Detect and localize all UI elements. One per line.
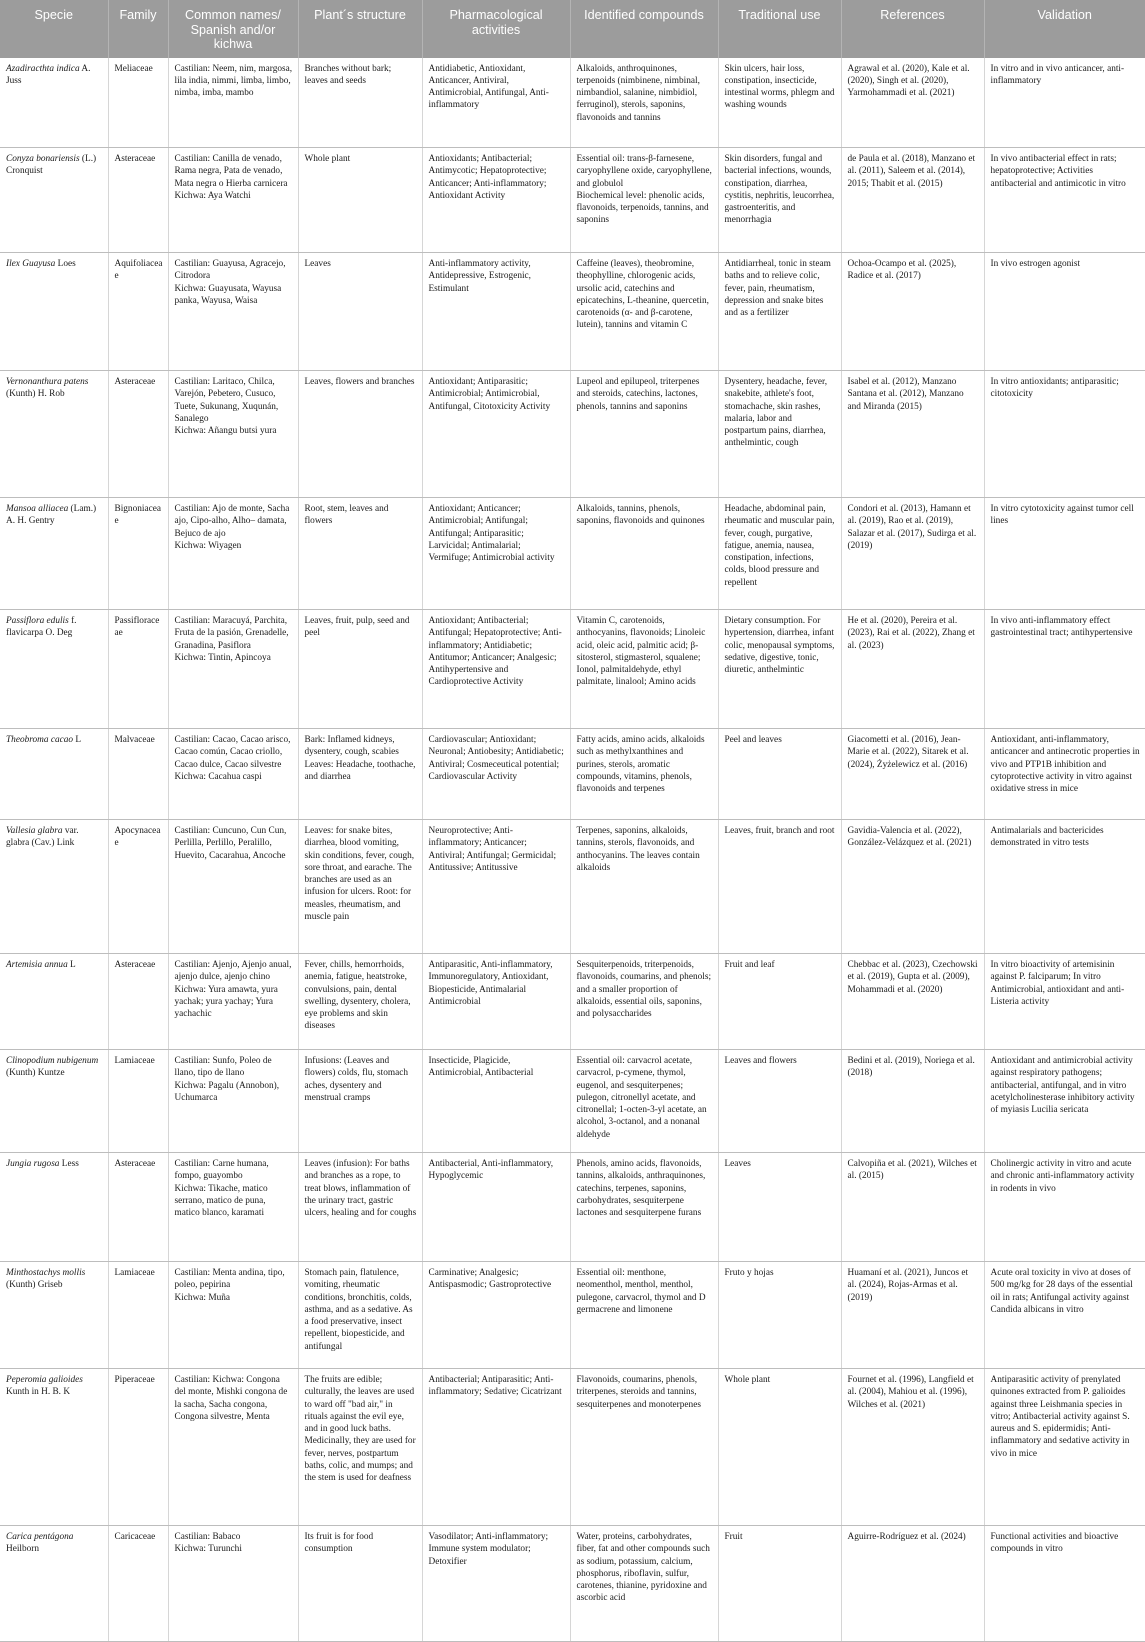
common-names-cell-line: Castilian: Cacao, Cacao arisco, Cacao común, Cacao criollo, Cacao dulce, Cacao silvestre (174, 735, 291, 770)
species-cell (0, 498, 108, 610)
species-authority: A. Juss (6, 63, 91, 86)
common-names-cell (168, 253, 298, 371)
common-names-cell-line: Kichwa: Yura amawta, yura yachak; yura yachay; Yura yachachic (174, 984, 278, 1020)
species-authority: Less (59, 1159, 79, 1170)
common-names-cell-line: Castilian: Canilla de venado, Rama negra, Pata de venado, Mata negra o Hierba carnicera (174, 154, 288, 189)
identified-compounds-cell: Essential oil: menthone, neomenthol, menthol, menthol, pulegone, carvacrol, thymol and D germacrene and limonene (570, 1262, 718, 1369)
common-names-cell: Castilian: Kichwa: Congona del monte, Mishki congona de la sacha, Sacha congona, Congona silvestre, Menta (168, 1369, 298, 1526)
common-names-cell (168, 371, 298, 498)
species-name: Carica pentágona (6, 1532, 74, 1543)
common-names-cell (168, 1153, 298, 1262)
common-names-cell-line: Castilian: Ajenjo, Ajenjo anual, ajenjo dulce, ajenjo chino (174, 960, 292, 983)
plant-structure-cell (298, 729, 422, 820)
species-authority: L (67, 960, 76, 971)
references-cell: Gavidia-Valencia et al. (2022), González-Velázquez et al. (2021) (841, 820, 984, 954)
common-names-cell-line: Kichwa: Tikache, matico serrano, matico de puna, matico blanco, karamati (174, 1183, 268, 1219)
validation-cell: Antioxidant, anti-inflammatory, anticancer and antinecrotic properties in vivo and PTP1B inhibition and cytoprotective activity in vitro against oxidative stress in mice (984, 729, 1145, 820)
traditional-use-cell: Antidiarrheal, tonic in steam baths and to relieve colic, fever, pain, rheumatism, depression and snake bites and as a fertilizer (718, 253, 841, 371)
header-row (0, 0, 1145, 58)
family-cell: Malvaceae (108, 729, 168, 820)
species-name: Ilex Guayusa (6, 259, 56, 270)
species-authority: f. flavicarpa O. Deg (6, 616, 77, 639)
family-cell: Meliaceae (108, 58, 168, 148)
table-row (0, 148, 1145, 253)
family-cell: Bignoniaceae (108, 498, 168, 610)
traditional-use-cell: Fruto y hojas (718, 1262, 841, 1369)
common-names-cell-line: Castilian: Sunfo, Poleo de llano, tipo de llano (174, 1056, 272, 1079)
references-cell: Agrawal et al. (2020), Kale et al. (2020), Singh et al. (2020), Yarmohammadi et al. (2021) (841, 58, 984, 148)
traditional-use-cell: Dysentery, headache, fever, snakebite, athlete's foot, stomachache, skin rashes, malaria, labor and postpartum pains, diarrhea, anthelmintic, cough (718, 371, 841, 498)
species-cell (0, 1153, 108, 1262)
identified-compounds-cell: Sesquiterpenoids, triterpenoids, flavonoids, coumarins, and phenols; and a smaller proportion of alkaloids, essential oils, saponins, and polysaccharides (570, 954, 718, 1050)
table-row (0, 1153, 1145, 1262)
validation-cell: Antioxidant and antimicrobial activity against respiratory pathogens; antibacterial, antifungal, and in vitro acetylcholinesterase inhibitory activity of myiasis Lucilia sericata (984, 1050, 1145, 1153)
plant-structure-cell: Root, stem, leaves and flowers (298, 498, 422, 610)
identified-compounds-cell: Water, proteins, carbohydrates, fiber, fat and other compounds such as sodium, potassium, calcium, phosphorus, riboflavin, sulfur, carotenes, thianine, pyridoxine and ascorbic acid (570, 1526, 718, 1642)
common-names-cell (168, 610, 298, 729)
common-names-cell-line: Castilian: Carne humana, fompo, guayombo (174, 1159, 269, 1182)
validation-cell: Functional activities and bioactive compounds in vitro (984, 1526, 1145, 1642)
table-row (0, 729, 1145, 820)
species-name: Artemisia annua (6, 960, 68, 971)
common-names-cell-line: Kichwa: Turunchi (174, 1544, 242, 1555)
common-names-cell (168, 1262, 298, 1369)
common-names-cell-line: Castilian: Maracuyá, Parchita, Fruta de la pasión, Grenadelle, Granadina, Pasiflora (174, 616, 289, 651)
identified-compounds-cell: Lupeol and epilupeol, triterpenes and steroids, catechins, lactones, phenols, tannins and saponins (570, 371, 718, 498)
table-row (0, 498, 1145, 610)
traditional-use-cell: Headache, abdominal pain, rheumatic and muscular pain, fever, cough, purgative, fatigue, anemia, nausea, constipation, infections, colds, blood pressure and repellent (718, 498, 841, 610)
common-names-cell-line: Castilian: Laritaco, Chilca, Varejón, Pebetero, Cusuco, Tuete, Sukunang, Xuqunán, Sanalego (174, 377, 279, 424)
traditional-use-cell: Dietary consumption. For hypertension, diarrhea, infant colic, menopausal symptoms, sedative, digestive, tonic, diuretic, anthelmintic (718, 610, 841, 729)
validation-cell: Antimalarials and bactericides demonstrated in vitro tests (984, 820, 1145, 954)
species-cell (0, 148, 108, 253)
validation-cell: In vivo anti-inflammatory effect gastrointestinal tract; antihypertensive (984, 610, 1145, 729)
plant-structure-cell: Infusions: (Leaves and flowers) colds, flu, stomach aches, dysentery and menstrual cramps (298, 1050, 422, 1153)
common-names-cell (168, 498, 298, 610)
species-name: Conyza bonariensis (6, 154, 80, 165)
family-cell: Asteraceae (108, 954, 168, 1050)
table-row (0, 1262, 1145, 1369)
common-names-cell (168, 954, 298, 1050)
plant-structure-cell: Fever, chills, hemorrhoids, anemia, fatigue, heatstroke, convulsions, pain, dental swelling, dysentery, cholera, eye problems and skin diseases (298, 954, 422, 1050)
family-cell: Asteraceae (108, 1153, 168, 1262)
species-name: Vallesia glabra (6, 826, 63, 837)
species-authority: (Kunth) Griseb (6, 1280, 63, 1291)
species-cell (0, 610, 108, 729)
common-names-cell-line: Castilian: Guayusa, Agracejo, Citrodora (174, 259, 286, 282)
species-authority: Kunth in H. B. K (6, 1387, 71, 1398)
family-cell: Lamiaceae (108, 1050, 168, 1153)
traditional-use-cell: Leaves, fruit, branch and root (718, 820, 841, 954)
table-row (0, 1369, 1145, 1526)
pharmacological-activities-cell: Antioxidant; Antiparasitic; Antimicrobial; Antimicrobial, Antifungal, Citotoxicity Activity (422, 371, 570, 498)
species-authority: (Kunth) Kuntze (6, 1068, 65, 1079)
species-authority: (Kunth) H. Rob (6, 389, 65, 400)
species-authority: Heilborn (6, 1544, 40, 1555)
common-names-cell-line: Kichwa: Aya Watchi (174, 190, 251, 201)
traditional-use-cell: Skin ulcers, hair loss, constipation, insecticide, intestinal worms, phlegm and washing wounds (718, 58, 841, 148)
column-header-family: Family (108, 0, 168, 58)
species-name: Vernonanthura patens (6, 377, 89, 388)
species-authority: (Lam.) A. H. Gentry (6, 504, 97, 527)
species-cell (0, 729, 108, 820)
species-cell (0, 253, 108, 371)
references-cell: He et al. (2020), Pereira et al. (2023), Rai et al. (2022), Zhang et al. (2023) (841, 610, 984, 729)
identified-compounds-cell: Essential oil: carvacrol acetate, carvacrol, p-cymene, thymol, eugenol, and sesquiterpenes; pulegon, citronellyl acetate, and citronellal; 1-octen-3-yl acetate, an alcohol, 3-octanol, and a nonanal aldehyde (570, 1050, 718, 1153)
family-cell: Piperaceae (108, 1369, 168, 1526)
column-header-references: References (841, 0, 984, 58)
validation-cell: In vitro antioxidants; antiparasitic; citotoxicity (984, 371, 1145, 498)
identified-compounds-cell: Caffeine (leaves), theobromine, theophylline, chlorogenic acids, ursolic acid, catechins and epicatechins, L-theanine, quercetin, carotenoids (α- and β-carotene, lutein), tannins and vitamin C (570, 253, 718, 371)
traditional-use-cell: Whole plant (718, 1369, 841, 1526)
table-row (0, 371, 1145, 498)
species-cell (0, 1369, 108, 1526)
references-cell: Huamaní et al. (2021), Juncos et al. (2024), Rojas-Armas et al. (2019) (841, 1262, 984, 1369)
species-name: Clinopodium nubigenum (6, 1056, 99, 1067)
pharmacological-activities-cell: Vasodilator; Anti-inflammatory; Immune system modulator; Detoxifier (422, 1526, 570, 1642)
references-cell: Chebbac et al. (2023), Czechowski et al. (2019), Gupta et al. (2009), Mohammadi et al. (2020) (841, 954, 984, 1050)
plant-structure-cell: Whole plant (298, 148, 422, 253)
plant-structure-cell: Leaves: for snake bites, diarrhea, blood vomiting, skin conditions, fever, cough, sore throat, and earache. The branches are used as an infusion for ulcers. Root: for measles, rheumatism, and muscle pain (298, 820, 422, 954)
table-row (0, 954, 1145, 1050)
pharmacological-activities-cell: Antidiabetic, Antioxidant, Anticancer, Antiviral, Antimicrobial, Antifungal, Anti-inflammatory (422, 58, 570, 148)
common-names-cell (168, 1050, 298, 1153)
pharmacological-activities-cell: Antioxidant; Antibacterial; Antifungal; Hepatoprotective; Anti-inflammatory; Antidiabetic; Antitumor; Anticancer; Analgesic; Antihypertensive and Cardioprotective Activity (422, 610, 570, 729)
species-authority: L (73, 735, 82, 746)
references-cell: Fournet et al. (1996), Langfield et al. (2004), Mahiou et al. (1996), Wilches et al. (2021) (841, 1369, 984, 1526)
species-name: Jungia rugosa (6, 1159, 60, 1170)
validation-cell: Antiparasitic activity of prenylated quinones extracted from P. galioides against three Leishmania species in vitro; Antibacterial activity against S. aureus and S. epidermidis; Anti-inflammatory and sedative activity in vivo in mice (984, 1369, 1145, 1526)
table-row (0, 58, 1145, 148)
validation-cell: In vitro cytotoxicity against tumor cell lines (984, 498, 1145, 610)
traditional-use-cell: Leaves and flowers (718, 1050, 841, 1153)
pharmacological-activities-cell: Carminative; Analgesic; Antispasmodic; Gastroprotective (422, 1262, 570, 1369)
plant-structure-cell: Leaves (infusion): For baths and branches as a rope, to treat blows, inflammation of the urinary tract, gastric ulcers, healing and for coughs (298, 1153, 422, 1262)
common-names-cell-line: Kichwa: Muña (174, 1292, 231, 1303)
common-names-cell: Castilian: Neem, nim, margosa, lila india, nimmi, limba, limbo, nimba, imba, mambo (168, 58, 298, 148)
species-name: Azadiracthta indica (6, 63, 80, 74)
identified-compounds-cell: Alkaloids, tannins, phenols, saponins, flavonoids and quinones (570, 498, 718, 610)
pharmacological-activities-cell: Antioxidants; Antibacterial; Antimycotic; Hepatoprotective; Anticancer; Anti-inflammatory; Antioxidant Activity (422, 148, 570, 253)
traditional-use-cell: Fruit (718, 1526, 841, 1642)
identified-compounds-cell-line: Biochemical level: phenolic acids, flavonoids, terpenoids, tannins, and saponins (576, 190, 709, 226)
traditional-use-cell: Skin disorders, fungal and bacterial infections, wounds, constipation, diarrhea, cystitis, nephritis, leucorrhea, gastroenteritis, and menorrhagia (718, 148, 841, 253)
species-authority: Loes (55, 259, 76, 270)
traditional-use-cell: Peel and leaves (718, 729, 841, 820)
species-name: Peperomia galioides (6, 1375, 83, 1386)
identified-compounds-cell: Flavonoids, coumarins, phenols, triterpenes, steroids and tannins, sesquiterpenes and monoterpenes (570, 1369, 718, 1526)
family-cell: Apocynaceae (108, 820, 168, 954)
plant-structure-cell-line: Bark: Inflamed kidneys, dysentery, cough, scabies (304, 735, 399, 758)
species-cell (0, 371, 108, 498)
species-name: Theobroma cacao (6, 735, 74, 746)
identified-compounds-cell: Fatty acids, amino acids, alkaloids such as methylxanthines and purines, sterols, aromatic compounds, vitamins, phenols, flavonoids and terpenes (570, 729, 718, 820)
common-names-cell-line: Kichwa: Wiyagen (174, 540, 242, 551)
plant-structure-cell: Stomach pain, flatulence, vomiting, rheumatic conditions, bronchitis, colds, asthma, and as a sedative. As a food preservative, insect repellent, biopesticide, and antifungal (298, 1262, 422, 1369)
common-names-cell-line: Kichwa: Cacahua caspi (174, 771, 262, 782)
common-names-cell-line: Castilian: Menta andina, tipo, poleo, pepirina (174, 1268, 285, 1291)
common-names-cell-line: Kichwa: Pagalu (Annobon), Uchumarca (174, 1080, 280, 1103)
species-authority: var. glabra (Cav.) Link (6, 826, 79, 849)
family-cell: Aquifoliaceae (108, 253, 168, 371)
column-header-specie: Specie (0, 0, 108, 58)
species-name: Mansoa alliacea (6, 504, 69, 515)
table-header (0, 0, 1145, 58)
species-cell (0, 1262, 108, 1369)
column-header-validation: Validation (984, 0, 1145, 58)
identified-compounds-cell: Vitamin C, carotenoids, anthocyanins, flavonoids; Linoleic acid, oleic acid, palmitic acid; β-sitosterol, stigmasterol, squalene; Ionol, palmitaldehyde, ethyl palmitate, linalool; Amino acids (570, 610, 718, 729)
family-cell: Lamiaceae (108, 1262, 168, 1369)
references-cell: Bedini et al. (2019), Noriega et al. (2018) (841, 1050, 984, 1153)
references-cell: Calvopiña et al. (2021), Wilches et al. (2015) (841, 1153, 984, 1262)
family-cell: Passifloraceae (108, 610, 168, 729)
identified-compounds-cell (570, 148, 718, 253)
species-cell (0, 58, 108, 148)
references-cell: Giacometti et al. (2016), Jean-Marie et al. (2022), Sitarek et al. (2024), Żyżelewicz et al. (2016) (841, 729, 984, 820)
species-name: Passiflora edulis (6, 616, 69, 627)
plant-structure-cell: Leaves (298, 253, 422, 371)
plant-structure-cell-line: Leaves: Headache, toothache, and diarrhea (304, 759, 416, 782)
table-row (0, 1050, 1145, 1153)
column-header-traditional-use: Traditional use (718, 0, 841, 58)
column-header-common-names: Common names/ Spanish and/or kichwa (168, 0, 298, 58)
species-cell (0, 1050, 108, 1153)
references-cell: de Paula et al. (2018), Manzano et al. (2011), Saleem et al. (2014), 2015; Thabit et al. (2015) (841, 148, 984, 253)
pharmacological-activities-cell: Antibacterial, Anti-inflammatory, Hypoglycemic (422, 1153, 570, 1262)
validation-cell: In vivo antibacterial effect in rats; hepatoprotective; Activities antibacterial and antimicotic in vitro (984, 148, 1145, 253)
species-authority: (L.) Cronquist (6, 154, 97, 177)
common-names-cell-line: Kichwa: Añangu butsi yura (174, 426, 277, 437)
pharmacological-activities-cell: Anti-inflammatory activity, Antidepressive, Estrogenic, Estimulant (422, 253, 570, 371)
references-cell: Ochoa-Ocampo et al. (2025), Radice et al. (2017) (841, 253, 984, 371)
family-cell: Caricaceae (108, 1526, 168, 1642)
pharmacological-activities-cell: Insecticide, Plagicide, Antimicrobial, Antibacterial (422, 1050, 570, 1153)
common-names-cell-line: Kichwa: Tintin, Apincoya (174, 652, 271, 663)
references-cell: Condori et al. (2013), Hamann et al. (2019), Rao et al. (2019), Salazar et al. (2017), Sudirga et al. (2019) (841, 498, 984, 610)
references-cell: Aguirre-Rodríguez et al. (2024) (841, 1526, 984, 1642)
references-cell: Isabel et al. (2012), Manzano Santana et al. (2012), Manzano and Miranda (2015) (841, 371, 984, 498)
species-cell (0, 820, 108, 954)
validation-cell: Acute oral toxicity in vivo at doses of 500 mg/kg for 28 days of the essential oil in rats; Antifungal activity against Candida albicans in vitro (984, 1262, 1145, 1369)
table-row (0, 820, 1145, 954)
column-header-identified-compounds: Identified compounds (570, 0, 718, 58)
identified-compounds-cell: Phenols, amino acids, flavonoids, tannins, alkaloids, anthraquinones, catechins, terpenes, saponins, carbohydrates, sesquiterpene lactones and sesquiterpene furans (570, 1153, 718, 1262)
plant-structure-cell: Leaves, fruit, pulp, seed and peel (298, 610, 422, 729)
identified-compounds-cell: Alkaloids, anthroquinones, terpenoids (nimbinene, nimbinal, nimbandiol, salanine, nimbidiol, ferruginol), sterols, saponins, flavonoids and tannins (570, 58, 718, 148)
plant-structure-cell: Branches without bark; leaves and seeds (298, 58, 422, 148)
plant-structure-cell: Its fruit is for food consumption (298, 1526, 422, 1642)
pharmacological-activities-cell: Antibacterial; Antiparasitic; Anti-inflammatory; Sedative; Cicatrizant (422, 1369, 570, 1526)
table-body (0, 58, 1145, 1642)
validation-cell: In vivo estrogen agonist (984, 253, 1145, 371)
table-row (0, 253, 1145, 371)
common-names-cell-line: Castilian: Ajo de monte, Sacha ajo, Cipo-alho, Alho– damata, Bejuco de ajo (174, 504, 290, 539)
pharmacological-activities-cell: Antiparasitic, Anti-inflammatory, Immunoregulatory, Antioxidant, Biopesticide, Antimalarial Antimicrobial (422, 954, 570, 1050)
common-names-cell (168, 729, 298, 820)
common-names-cell (168, 148, 298, 253)
pharmacological-activities-cell: Cardiovascular; Antioxidant; Neuronal; Antiobesity; Antidiabetic; Antiviral; Cosmeceutical potential; Cardiovascular Activity (422, 729, 570, 820)
common-names-cell-line: Castilian: Babaco (174, 1532, 241, 1543)
plant-structure-cell: Leaves, flowers and branches (298, 371, 422, 498)
species-name: Minthostachys mollis (6, 1268, 86, 1279)
validation-cell: Cholinergic activity in vitro and acute and chronic anti-inflammatory activity in rodents in vivo (984, 1153, 1145, 1262)
plant-structure-cell: The fruits are edible; culturally, the leaves are used to ward off "bad air," in rituals against the evil eye, and in good luck baths. Medicinally, they are used for fever, nerves, postpartum baths, colic, and mumps; and the stem is used for deafness (298, 1369, 422, 1526)
identified-compounds-cell-line: Essential oil: trans-β-farnesene, caryophyllene oxide, caryophyllene, and globulol (576, 154, 712, 189)
traditional-use-cell: Leaves (718, 1153, 841, 1262)
traditional-use-cell: Fruit and leaf (718, 954, 841, 1050)
column-header-pharmacological-activities: Pharmacological activities (422, 0, 570, 58)
pharmacological-activities-cell: Antioxidant; Anticancer; Antimicrobial; Antifungal; Antifungal; Antiparasitic; Larvicidal; Antimalarial; Vermifuge; Antimicrobial activity (422, 498, 570, 610)
common-names-cell: Castilian: Cuncuno, Cun Cun, Perlilla, Perlillo, Peralillo, Huevito, Cacarahua, Ancoche (168, 820, 298, 954)
pharmacological-activities-cell: Neuroprotective; Anti-inflammatory; Anticancer; Antiviral; Antifungal; Germicidal; Antitussive; Antitussive (422, 820, 570, 954)
family-cell: Asteraceae (108, 371, 168, 498)
common-names-cell-line: Kichwa: Guayusata, Wayusa panka, Wayusa, Waisa (174, 283, 282, 306)
validation-cell: In vitro bioactivity of artemisinin against P. falciparum; In vitro Antimicrobial, antioxidant and anti-Listeria activity (984, 954, 1145, 1050)
identified-compounds-cell: Terpenes, saponins, alkaloids, tannins, sterols, flavonoids, and anthocyanins. The leaves contain alkaloids (570, 820, 718, 954)
family-cell: Asteraceae (108, 148, 168, 253)
validation-cell: In vitro and in vivo anticancer, anti-inflammatory (984, 58, 1145, 148)
column-header-plant-structure: Plant´s structure (298, 0, 422, 58)
species-cell (0, 954, 108, 1050)
table-row (0, 610, 1145, 729)
